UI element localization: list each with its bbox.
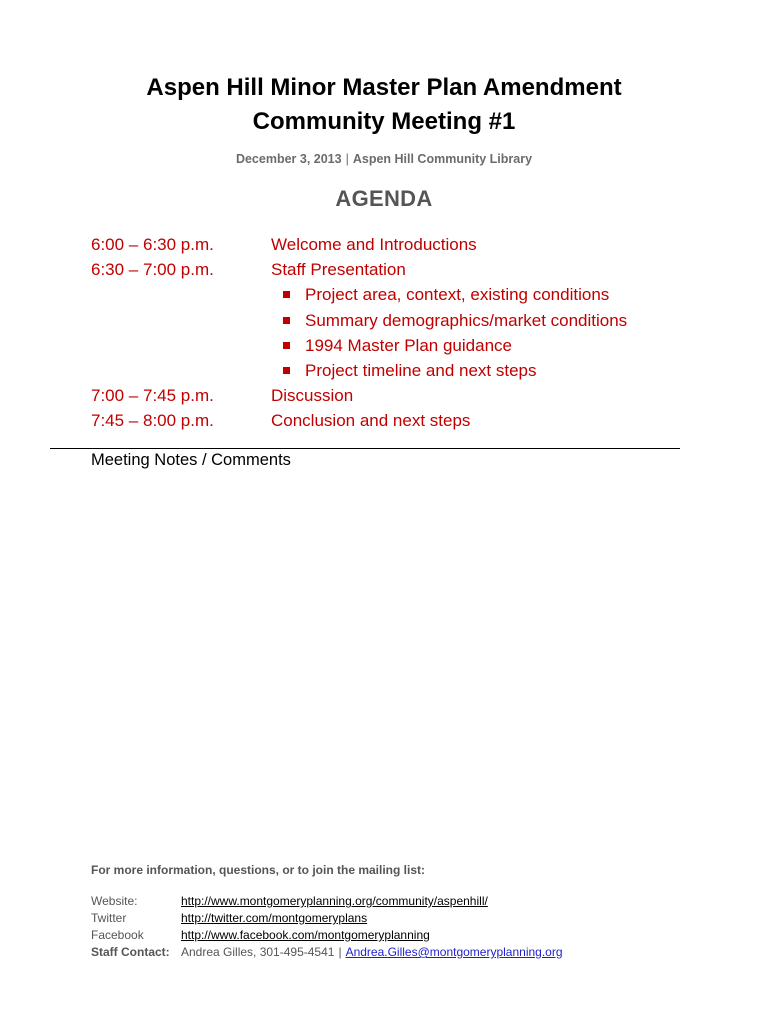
agenda-time: 6:30 – 7:00 p.m. (91, 260, 214, 280)
horizontal-divider (50, 448, 680, 449)
agenda-item (91, 383, 708, 408)
contact-separator: | (338, 945, 342, 959)
square-bullet-icon (283, 291, 290, 298)
agenda-list (91, 232, 708, 434)
contact-footer (91, 863, 563, 961)
footer-facebook-row (91, 927, 563, 944)
agenda-label: Conclusion and next steps (271, 411, 471, 431)
square-bullet-icon (283, 367, 290, 374)
document-title: Aspen Hill Minor Master Plan Amendment (146, 74, 622, 101)
meeting-date: December 3, 2013 (235, 152, 342, 166)
facebook-label: Facebook (91, 928, 144, 942)
square-bullet-icon (283, 317, 290, 324)
notes-heading: Meeting Notes / Comments (91, 451, 291, 469)
contact-email-link[interactable]: Andrea.Gilles@montgomeryplanning.org (345, 945, 563, 959)
footer-twitter-row (91, 910, 563, 927)
agenda-sub-label: Project area, context, existing conditions (305, 285, 610, 305)
footer-intro: For more information, questions, or to join the mailing list: (91, 863, 426, 877)
agenda-sub-item (91, 358, 708, 383)
agenda-sub-label: Summary demographics/market conditions (305, 310, 628, 330)
agenda-sub-item (91, 282, 708, 307)
twitter-link[interactable]: http://twitter.com/montgomeryplans (181, 911, 368, 925)
meeting-location: Aspen Hill Community Library (352, 152, 533, 166)
contact-name: Andrea Gilles, 301-495-4541 (181, 945, 335, 959)
meeting-meta (0, 152, 768, 166)
agenda-time: 7:45 – 8:00 p.m. (91, 411, 214, 431)
agenda-sub-label: 1994 Master Plan guidance (305, 335, 512, 355)
facebook-link[interactable]: http://www.facebook.com/montgomeryplanning (181, 928, 430, 942)
agenda-label: Staff Presentation (271, 260, 406, 280)
website-link[interactable]: http://www.montgomeryplanning.org/community/aspenhill/ (181, 894, 488, 908)
square-bullet-icon (283, 342, 290, 349)
website-label: Website: (91, 894, 138, 908)
agenda-heading: AGENDA (335, 186, 433, 211)
agenda-label: Welcome and Introductions (271, 235, 477, 254)
agenda-time: 7:00 – 7:45 p.m. (91, 386, 214, 406)
contact-label: Staff Contact: (91, 945, 170, 959)
twitter-label: Twitter (91, 911, 127, 925)
agenda-sub-item (91, 333, 708, 358)
agenda-item (91, 232, 708, 257)
footer-website-row (91, 893, 563, 910)
document-subtitle: Community Meeting #1 (252, 108, 516, 135)
footer-contact-row (91, 944, 563, 961)
agenda-label: Discussion (271, 386, 354, 406)
agenda-sub-label: Project timeline and next steps (305, 360, 537, 380)
meta-separator: | (345, 152, 349, 166)
agenda-sub-item (91, 308, 708, 333)
agenda-item (91, 408, 708, 433)
agenda-time: 6:00 – 6:30 p.m. (91, 235, 214, 254)
agenda-item (91, 257, 708, 282)
